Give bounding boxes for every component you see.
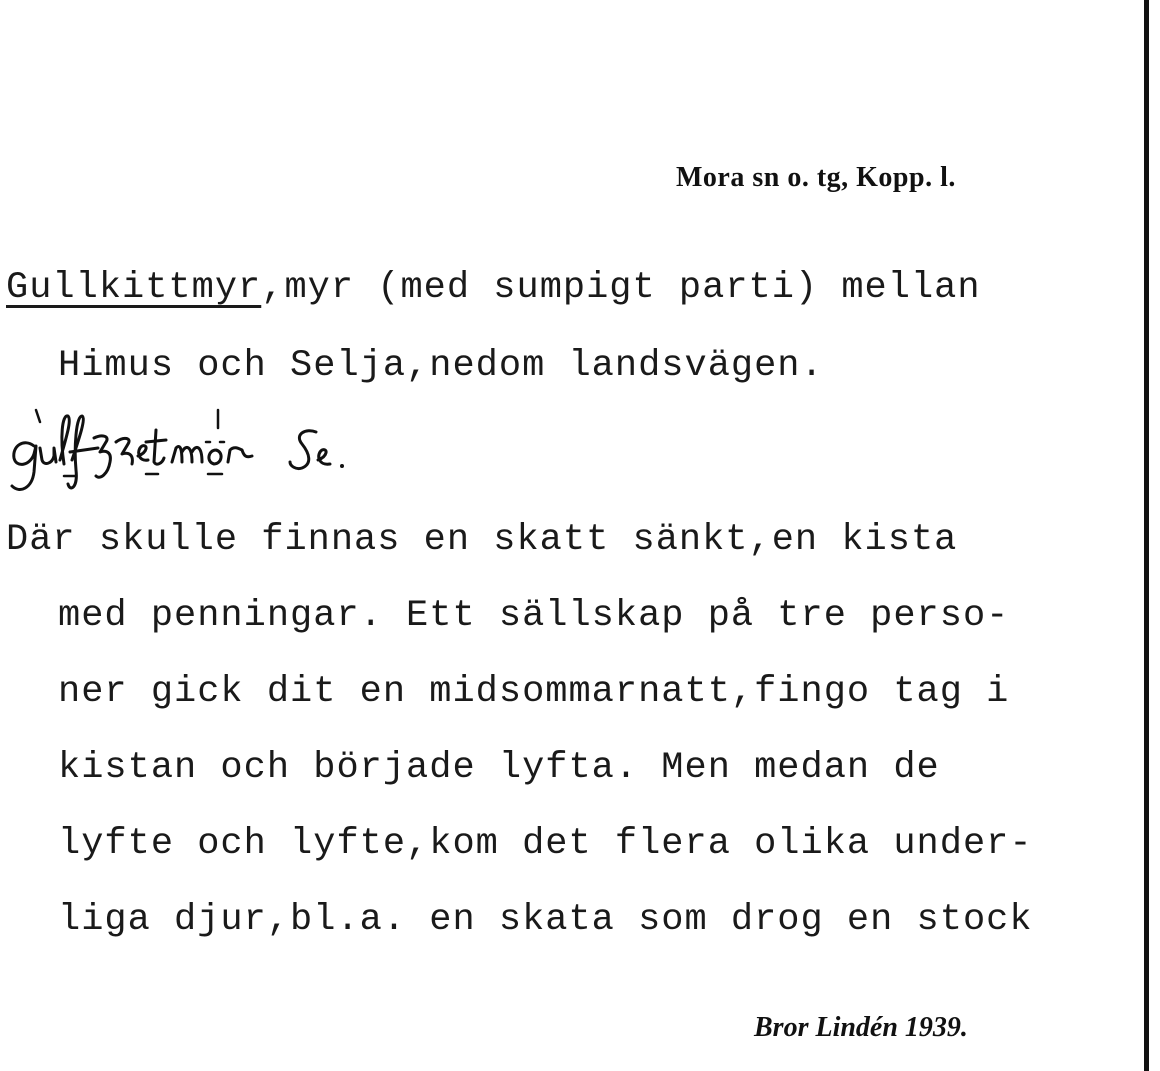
entry-headword: Gullkittmyr	[6, 267, 262, 309]
body-line-6: liga djur,bl.a. en skata som drog en stock	[58, 899, 1033, 941]
entry-line-1-rest: ,myr (med sumpigt parti) mellan	[261, 267, 981, 309]
card-edge-line	[1144, 0, 1149, 1071]
body-line-2: med penningar. Ett sällskap på tre perso-	[58, 595, 1010, 637]
collector-signature: Bror Lindén 1939.	[754, 1012, 968, 1043]
body-line-5: lyfte och lyfte,kom det flera olika under-	[58, 823, 1033, 865]
handwritten-note	[6, 408, 506, 498]
body-line-3: ner gick dit en midsommarnatt,fingo tag i	[58, 671, 1010, 713]
body-line-4: kistan och började lyfta. Men medan de	[58, 747, 940, 789]
handwritten-dialect-form	[6, 408, 506, 498]
entry-line-1	[6, 267, 981, 309]
entry-line-2: Himus och Selja,nedom landsvägen.	[58, 345, 824, 387]
card-header-location: Mora sn o. tg, Kopp. l.	[676, 162, 956, 193]
body-line-1: Där skulle finnas en skatt sänkt,en kista	[6, 519, 958, 561]
